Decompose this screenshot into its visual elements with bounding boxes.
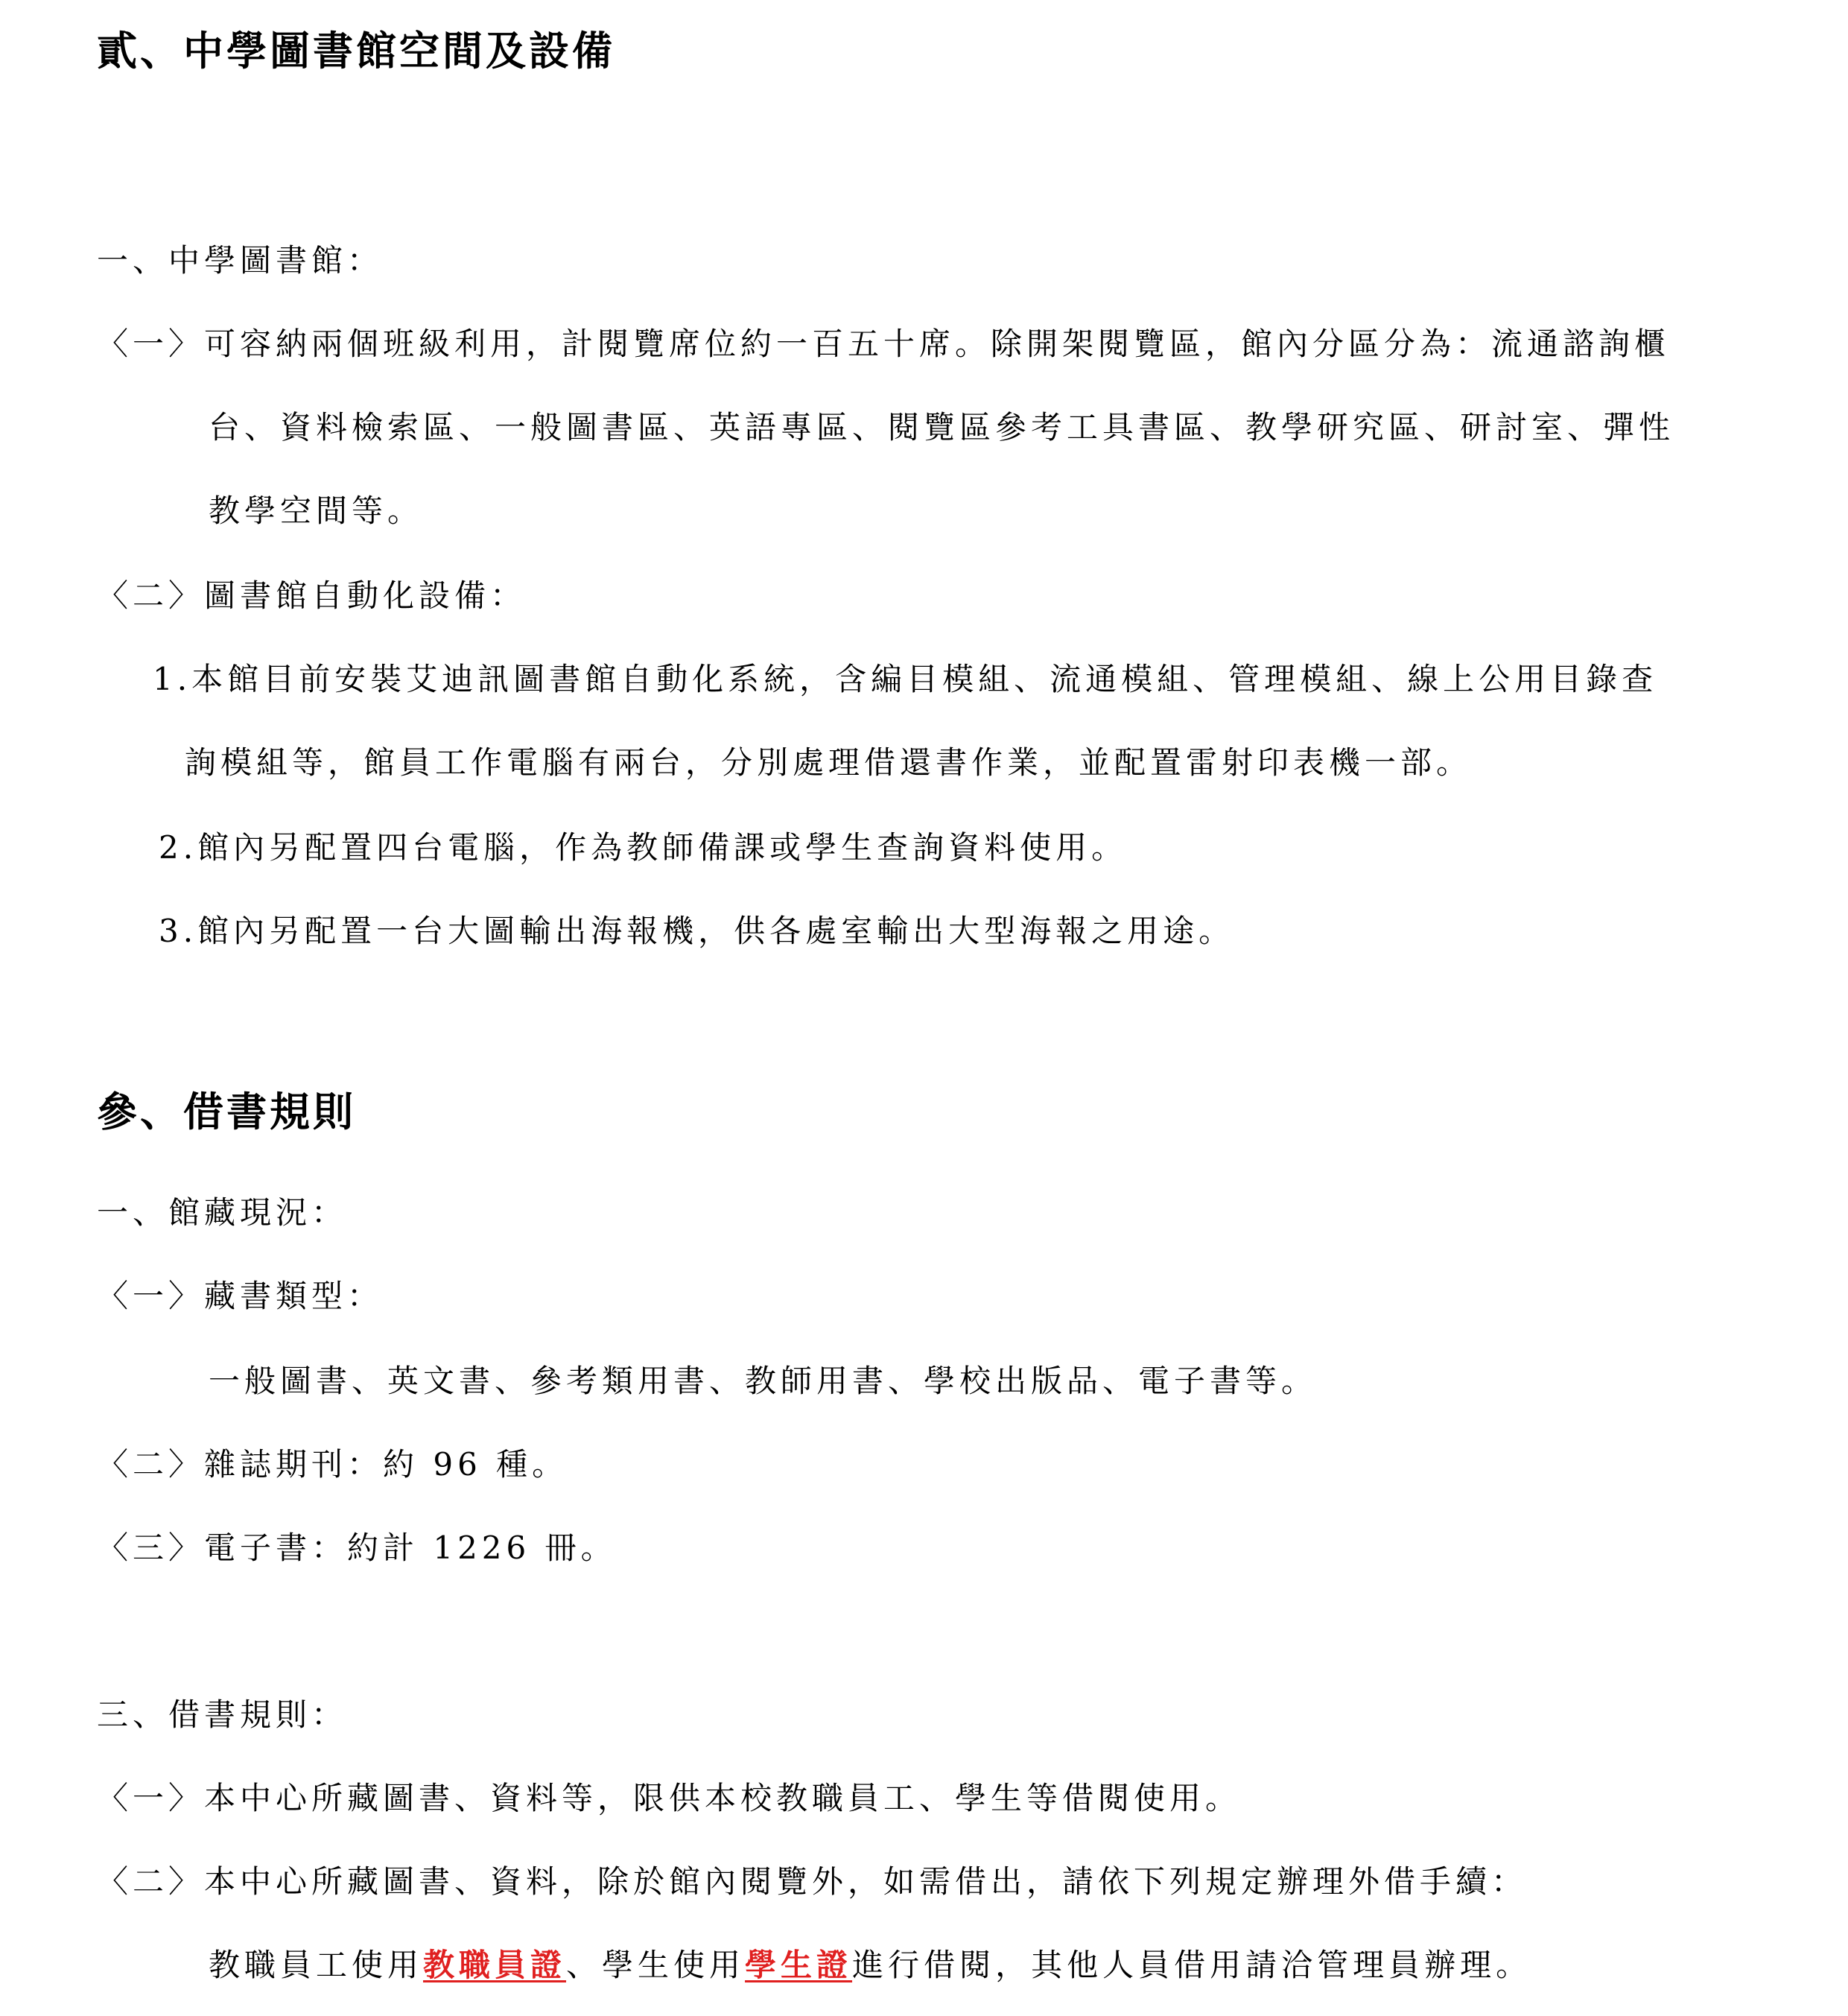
rule-body-text: 、學生使用 — [566, 1947, 746, 1983]
list-item: 1.本館目前安裝艾迪訊圖書館自動化系統，含編目模組、流通模組、管理模組、線上公用目錄查 — [153, 661, 1658, 697]
subsection-title-borrowing-rules: 三、借書規則： — [97, 1696, 348, 1733]
rule-body-line — [209, 1944, 1531, 1986]
rule-item: 〈一〉本中心所藏圖書、資料等，限供本校教職員工、學生等借閱使用。 — [97, 1780, 1242, 1816]
list-item-continued: 詢模組等，館員工作電腦有兩台，分別處理借還書作業，並配置雷射印表機一部。 — [185, 744, 1473, 781]
section-heading-borrowing-rules: 參、借書規則 — [97, 1088, 356, 1135]
item-ebooks: 〈三〉電子書：約計 1226 冊。 — [97, 1530, 617, 1566]
item-title-collection-type: 〈一〉藏書類型： — [97, 1278, 384, 1314]
rule-item: 〈二〉本中心所藏圖書、資料，除於館內閱覽外，如需借出，請依下列規定辦理外借手續： — [97, 1863, 1528, 1900]
paragraph-line: 〈一〉可容納兩個班級利用，計閱覽席位約一百五十席。除開架閱覽區，館內分區分為：流通諮詢櫃 — [97, 326, 1671, 362]
section-heading-facilities: 貳、中學圖書館空間及設備 — [97, 28, 615, 75]
student-card-highlight: 學生證 — [745, 1947, 853, 1983]
rule-body-text: 進行借閱，其他人員借用請洽管理員辦理。 — [852, 1947, 1532, 1983]
subsection-title-library: 一、中學圖書館： — [97, 242, 384, 279]
staff-card-highlight: 教職員證 — [423, 1947, 567, 1983]
paragraph-line: 一般圖書、英文書、參考類用書、教師用書、學校出版品、電子書等。 — [209, 1363, 1318, 1399]
list-item: 3.館內另配置一台大圖輸出海報機，供各處室輸出大型海報之用途。 — [159, 913, 1235, 949]
item-title-automation: 〈二〉圖書館自動化設備： — [97, 577, 527, 614]
paragraph-line: 教學空間等。 — [209, 492, 424, 529]
list-item: 2.館內另配置四台電腦，作為教師備課或學生查詢資料使用。 — [159, 829, 1128, 866]
paragraph-line: 台、資料檢索區、一般圖書區、英語專區、閱覽區參考工具書區、教學研究區、研討室、彈性 — [209, 409, 1675, 446]
item-periodicals: 〈二〉雜誌期刊：約 96 種。 — [97, 1446, 568, 1483]
subsection-title-collection: 一、館藏現況： — [97, 1194, 348, 1231]
rule-body-text: 教職員工使用 — [209, 1947, 424, 1983]
